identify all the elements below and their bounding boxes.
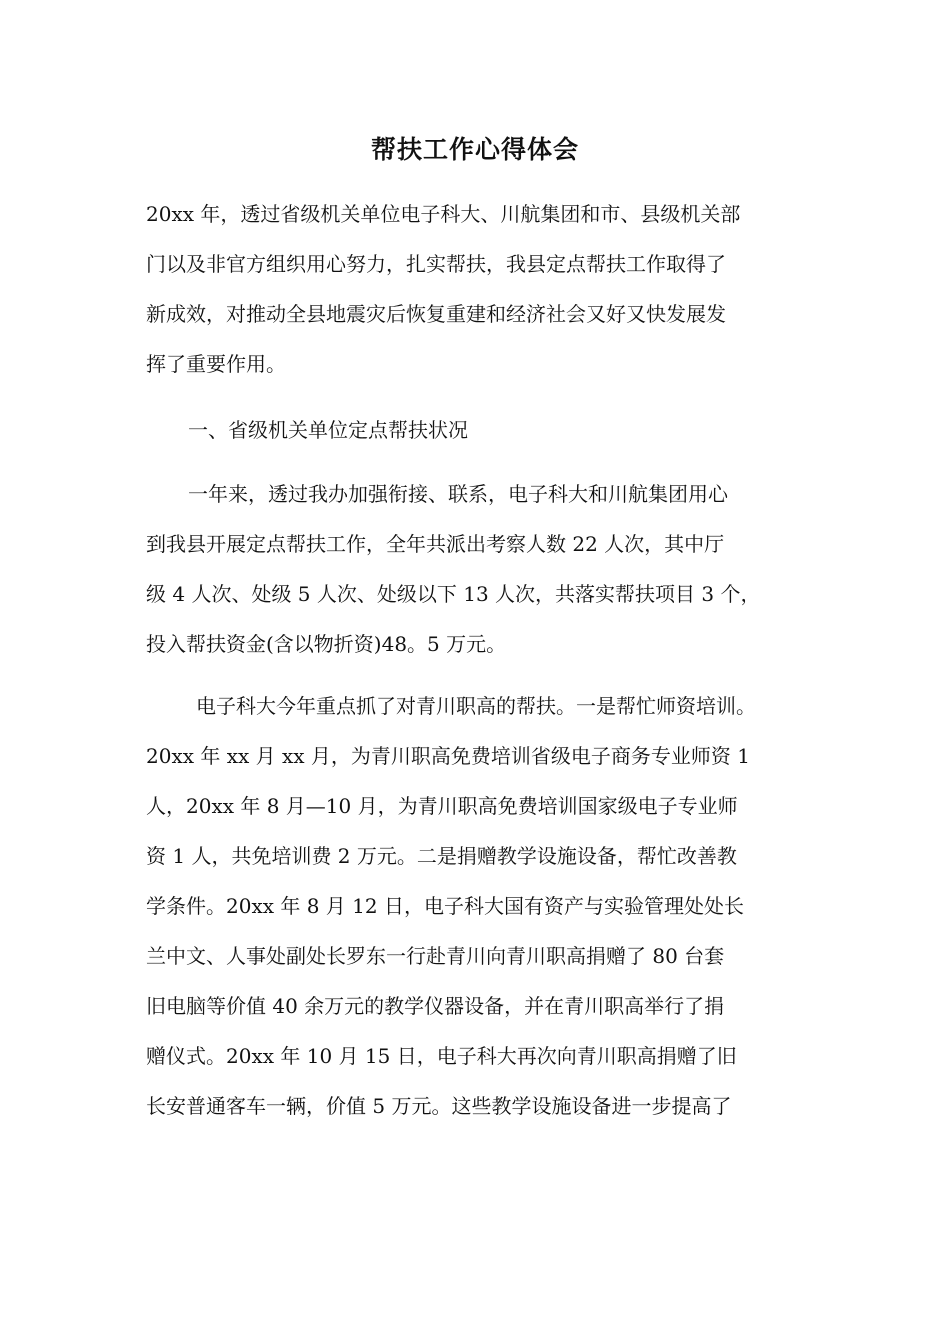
paragraph-3-line-3: 级 4 人次、处级 5 人次、处级以下 13 人次，共落实帮扶项目 3 个， (146, 582, 761, 606)
paragraph-3-line-1: 一年来，透过我办加强衔接、联系，电子科大和川航集团用心 (188, 482, 728, 506)
paragraph-4-line-9: 长安普通客车一辆，价值 5 万元。这些教学设施设备进一步提高了 (146, 1094, 732, 1118)
document-title: 帮扶工作心得体会 (370, 135, 579, 164)
paragraph-4-line-3: 人，20xx 年 8 月—10 月，为青川职高免费培训国家级电子专业师 (146, 794, 738, 818)
paragraph-1-line-4: 挥了重要作用。 (146, 352, 286, 376)
paragraph-3-line-4: 投入帮扶资金(含以物折资)48。5 万元。 (146, 632, 507, 656)
paragraph-1-line-3: 新成效，对推动全县地震灾后恢复重建和经济社会又好又快发展发 (146, 302, 726, 326)
paragraph-4-line-6: 兰中文、人事处副处长罗东一行赴青川向青川职高捐赠了 80 台套 (146, 944, 725, 968)
paragraph-4-line-8: 赠仪式。20xx 年 10 月 15 日，电子科大再次向青川职高捐赠了旧 (146, 1044, 737, 1068)
paragraph-4-line-7: 旧电脑等价值 40 余万元的教学仪器设备，并在青川职高举行了捐 (146, 994, 725, 1018)
section-heading-1: 一、省级机关单位定点帮扶状况 (188, 418, 468, 442)
paragraph-3-line-2: 到我县开展定点帮扶工作，全年共派出考察人数 22 人次，其中厅 (146, 532, 725, 556)
paragraph-1-line-1: 20xx 年，透过省级机关单位电子科大、川航集团和市、县级机关部 (146, 202, 741, 226)
paragraph-1-line-2: 门以及非官方组织用心努力，扎实帮扶，我县定点帮扶工作取得了 (146, 252, 726, 276)
paragraph-4-line-5: 学条件。20xx 年 8 月 12 日，电子科大国有资产与实验管理处处长 (146, 894, 744, 918)
paragraph-4-line-4: 资 1 人，共免培训费 2 万元。二是捐赠教学设施设备，帮忙改善教 (146, 844, 737, 868)
paragraph-4-line-2: 20xx 年 xx 月 xx 月，为青川职高免费培训省级电子商务专业师资 1 (146, 744, 750, 768)
paragraph-4-line-1: 电子科大今年重点抓了对青川职高的帮扶。一是帮忙师资培训。 (196, 694, 756, 718)
